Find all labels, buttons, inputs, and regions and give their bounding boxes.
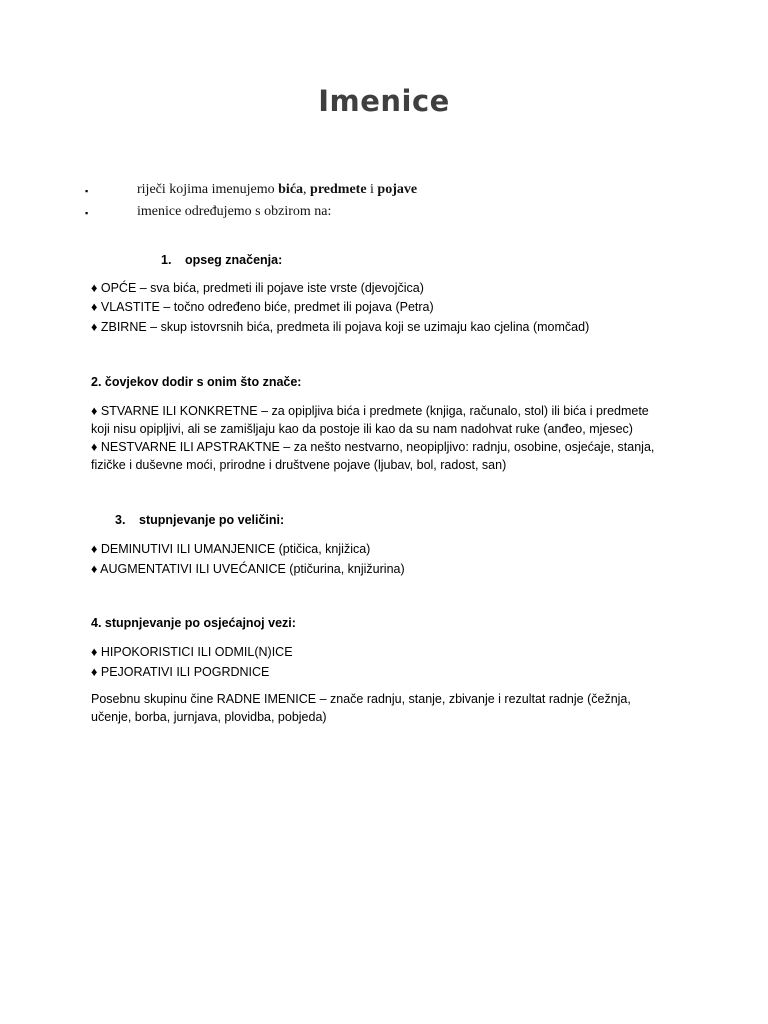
section-1-number: 1.	[161, 253, 172, 267]
section-3-number: 3.	[115, 513, 126, 527]
section-1-line-1: ♦ OPĆE – sva bića, predmeti ili pojave iste vrste (djevojčica)	[91, 281, 424, 295]
bullet-1-sep1: ,	[303, 182, 311, 197]
bullet-marker: ▪	[85, 186, 89, 196]
closing-paragraph-line-2: učenje, borba, jurnjava, plovidba, pobjeda)	[91, 710, 327, 724]
section-2-heading: 2. čovjekov dodir s onim što znače:	[91, 375, 302, 389]
bullet-1-bold-pojave: pojave	[377, 182, 418, 197]
bullet-1-bold-bica: bića	[278, 182, 304, 197]
bullet-1-sep2: i	[366, 182, 378, 197]
bullet-item-1	[137, 182, 417, 198]
section-2-line-4: fizičke i duševne moći, prirodne i društvene pojave (ljubav, bol, radost, san)	[91, 458, 507, 472]
section-1-line-3: ♦ ZBIRNE – skup istovrsnih bića, predmeta ili pojava koji se uzimaju kao cjelina (momčad)	[91, 320, 590, 334]
section-3-line-1: ♦ DEMINUTIVI ILI UMANJENICE (ptičica, knjižica)	[91, 542, 371, 556]
bullet-1-bold-predmete: predmete	[310, 182, 367, 197]
section-1-heading	[161, 253, 282, 267]
section-4-line-2: ♦ PEJORATIVI ILI POGRDNICE	[91, 665, 270, 679]
bullet-1-prefix: riječi kojima imenujemo	[137, 182, 279, 197]
section-4-heading: 4. stupnjevanje po osjećajnoj vezi:	[91, 616, 296, 630]
section-2-line-2: koji nisu opipljivi, ali se zamišljaju kao da postoje ili kao da su nam nadohvat ruke (anđeo, mjesec)	[91, 422, 633, 436]
section-4-line-1: ♦ HIPOKORISTICI ILI ODMIL(N)ICE	[91, 645, 293, 659]
section-2-line-1: ♦ STVARNE ILI KONKRETNE – za opipljiva bića i predmete (knjiga, računalo, stol) ili bića i predmete	[91, 404, 649, 418]
section-1-title: opseg značenja:	[185, 253, 283, 267]
section-2-line-3: ♦ NESTVARNE ILI APSTRAKTNE – za nešto nestvarno, neopipljivo: radnju, osobine, osjećaje, stanja,	[91, 440, 655, 454]
page-title: Imenice	[318, 84, 450, 118]
section-3-heading	[115, 513, 284, 527]
closing-paragraph-line-1: Posebnu skupinu čine RADNE IMENICE – znače radnju, stanje, zbivanje i rezultat radnje (čežnja,	[91, 692, 631, 706]
section-3-line-2: ♦ AUGMENTATIVI ILI UVEĆANICE (ptičurina, knjižurina)	[91, 562, 405, 576]
section-3-title: stupnjevanje po veličini:	[139, 513, 285, 527]
bullet-marker: ▪	[85, 208, 89, 218]
section-1-line-2: ♦ VLASTITE – točno određeno biće, predmet ili pojava (Petra)	[91, 300, 434, 314]
bullet-item-2: imenice određujemo s obzirom na:	[137, 204, 332, 219]
